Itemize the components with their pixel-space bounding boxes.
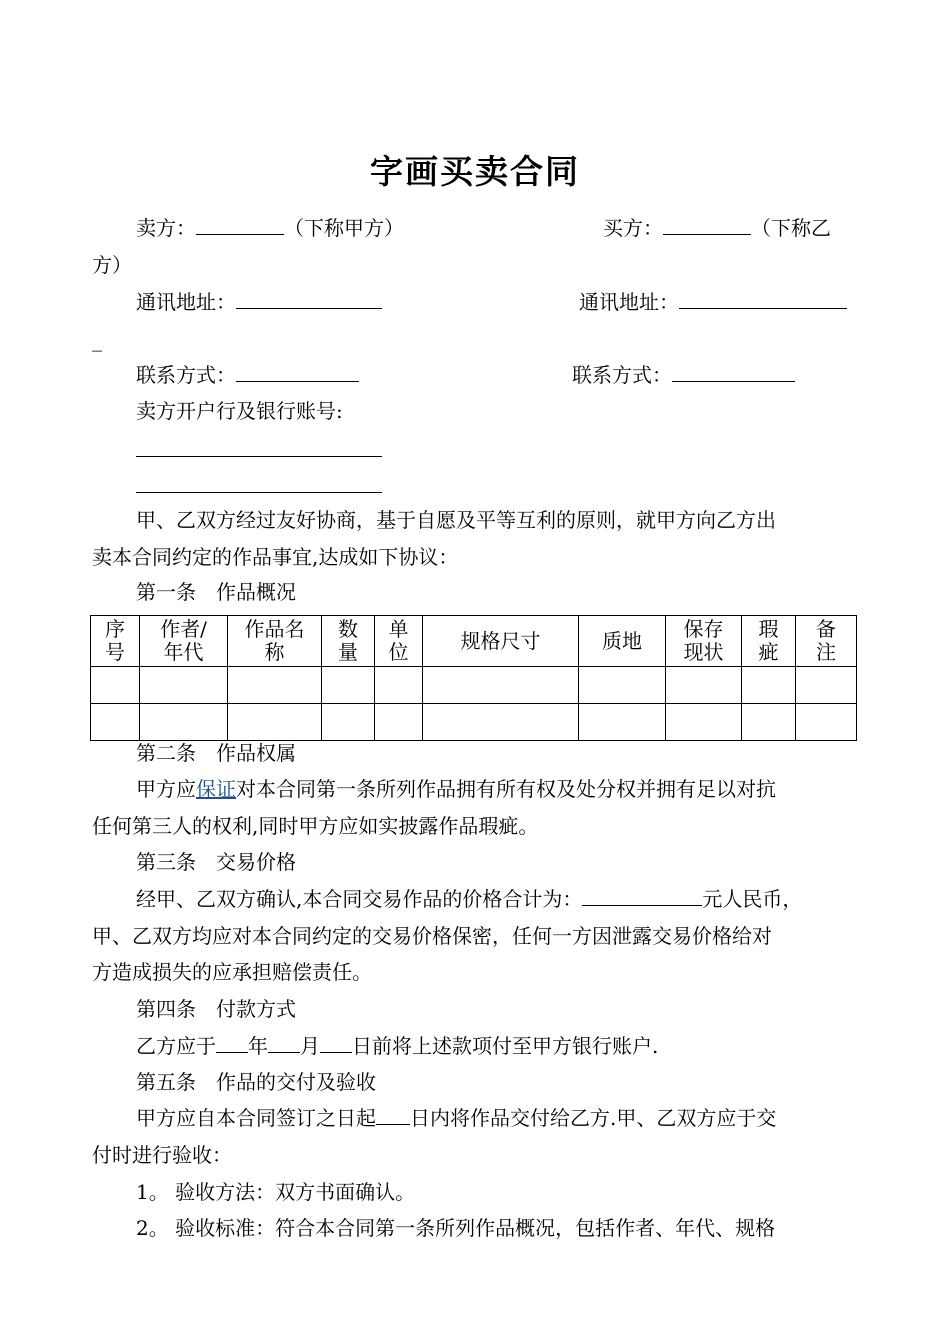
column-header-line: 称 [264, 640, 285, 664]
column-header [375, 616, 423, 667]
table-cell[interactable] [228, 667, 322, 704]
seller-address-blank[interactable] [236, 291, 382, 309]
price-blank[interactable] [582, 888, 702, 906]
bank-label: 卖方开户行及银行账号: [136, 399, 343, 423]
article-5-text: 日内将作品交付给乙方.甲、乙双方应于交 [410, 1106, 777, 1130]
table-cell[interactable] [228, 704, 322, 741]
column-header-line: 注 [816, 640, 836, 664]
buyer-suffix: （下称乙 [751, 216, 831, 240]
seller-contact-line [136, 363, 359, 387]
table-cell[interactable] [91, 667, 140, 704]
column-header-line: 位 [388, 640, 409, 664]
table-cell[interactable] [796, 667, 857, 704]
column-header [228, 616, 322, 667]
works-table-header [91, 616, 857, 667]
table-cell[interactable] [742, 667, 796, 704]
month-label: 月 [300, 1034, 320, 1058]
seller-label: 卖方： [136, 216, 196, 240]
column-header-line: 数 [338, 617, 358, 641]
buyer-address-label: 通讯地址： [579, 290, 679, 314]
seller-name-blank[interactable] [196, 217, 284, 235]
table-cell[interactable] [375, 667, 423, 704]
column-header-line: 疵 [758, 640, 779, 664]
acceptance-item-2: 2。 验收标准：符合本合同第一条所列作品概况，包括作者、年代、规格 [136, 1216, 776, 1240]
buyer-contact-label: 联系方式： [572, 363, 672, 387]
column-header-line: 瑕 [758, 617, 779, 641]
buyer-label: 买方： [603, 216, 663, 240]
seller-contact-label: 联系方式： [136, 363, 236, 387]
table-cell[interactable] [140, 667, 228, 704]
column-header [742, 616, 796, 667]
guarantee-link[interactable]: 保证 [196, 777, 236, 801]
table-cell[interactable] [322, 704, 375, 741]
table-cell[interactable] [579, 667, 666, 704]
table-cell[interactable] [140, 704, 228, 741]
payment-month-blank[interactable] [268, 1035, 300, 1053]
seller-suffix: （下称甲方） [284, 216, 404, 240]
intro-line-2: 卖本合同约定的作品事宜,达成如下协议： [92, 545, 459, 569]
article-1-heading: 第一条 作品概况 [136, 580, 296, 604]
article-2-text: 对本合同第一条所列作品拥有所有权及处分权并拥有足以对抗 [236, 777, 776, 801]
article-4-text: 乙方应于 [136, 1034, 216, 1058]
buyer-suffix-wrap: 方） [92, 253, 132, 277]
article-3-line-1 [136, 887, 802, 911]
column-header-line: 现状 [683, 640, 724, 664]
bank-name-blank[interactable] [136, 456, 382, 457]
seller-contact-blank[interactable] [236, 364, 359, 382]
table-row [91, 667, 857, 704]
column-header-line: 号 [105, 640, 125, 664]
article-5-heading: 第五条 作品的交付及验收 [136, 1070, 376, 1094]
buyer-address-line [579, 290, 847, 314]
article-2-line-2: 任何第三人的权利,同时甲方应如实披露作品瑕疵。 [92, 814, 539, 838]
column-header [579, 616, 666, 667]
buyer-name-blank[interactable] [663, 217, 751, 235]
page-title: 字画买卖合同 [370, 152, 580, 191]
works-table [90, 615, 857, 741]
buyer-address-blank[interactable] [679, 291, 847, 309]
acceptance-item-1: 1。 验收方法：双方书面确认。 [136, 1180, 416, 1204]
payment-year-blank[interactable] [216, 1035, 248, 1053]
article-2-text: 甲方应 [136, 777, 196, 801]
seller-address-label: 通讯地址： [136, 290, 236, 314]
article-3-line-3: 方造成损失的应承担赔偿责任。 [92, 960, 372, 984]
column-header [91, 616, 140, 667]
article-3-heading: 第三条 交易价格 [136, 850, 296, 874]
buyer-address-wrap: _ [92, 328, 102, 352]
column-header [423, 616, 579, 667]
article-5-line-2: 付时进行验收： [92, 1143, 232, 1167]
article-3-line-2: 甲、乙双方均应对本合同约定的交易价格保密，任何一方因泄露交易价格给对 [92, 924, 772, 948]
table-cell[interactable] [322, 667, 375, 704]
article-4-line [136, 1034, 658, 1058]
table-cell[interactable] [666, 704, 742, 741]
seller-line [136, 216, 404, 240]
table-cell[interactable] [375, 704, 423, 741]
table-cell[interactable] [666, 667, 742, 704]
column-header-line: 序 [105, 617, 125, 641]
buyer-contact-line [572, 363, 795, 387]
buyer-contact-blank[interactable] [672, 364, 795, 382]
column-header-line: 作品名 [244, 617, 305, 641]
article-5-text: 甲方应自本合同签订之日起 [136, 1106, 376, 1130]
column-header-line: 规格尺寸 [460, 628, 541, 653]
article-3-text: 经甲、乙双方确认,本合同交易作品的价格合计为： [136, 887, 583, 911]
column-header [666, 616, 742, 667]
payment-day-blank[interactable] [320, 1035, 352, 1053]
table-cell[interactable] [742, 704, 796, 741]
column-header-line: 备 [816, 617, 836, 641]
table-cell[interactable] [579, 704, 666, 741]
year-label: 年 [248, 1034, 268, 1058]
article-5-line-1 [136, 1106, 776, 1130]
article-4-heading: 第四条 付款方式 [136, 997, 296, 1021]
bank-account-blank[interactable] [136, 492, 382, 493]
intro-line-1: 甲、乙双方经过友好协商，基于自愿及平等互利的原则，就甲方向乙方出 [136, 508, 776, 532]
article-4-text: 日前将上述款项付至甲方银行账户. [352, 1034, 659, 1058]
column-header [322, 616, 375, 667]
column-header-line: 保存 [683, 617, 724, 641]
buyer-line [603, 216, 831, 240]
column-header [140, 616, 228, 667]
column-header-line: 质地 [602, 628, 642, 653]
table-cell[interactable] [91, 704, 140, 741]
table-cell[interactable] [423, 704, 579, 741]
article-2-heading: 第二条 作品权属 [136, 741, 296, 765]
column-header [796, 616, 857, 667]
table-cell[interactable] [796, 704, 857, 741]
column-header-line: 量 [338, 640, 358, 664]
column-header-line: 单 [388, 617, 409, 641]
column-header-line: 作者/ [160, 617, 207, 641]
table-cell[interactable] [423, 667, 579, 704]
column-header-line: 年代 [163, 640, 204, 664]
article-3-text: 元人民币， [702, 887, 803, 911]
seller-address-line [136, 290, 382, 314]
delivery-days-blank[interactable] [376, 1107, 410, 1125]
article-2-line-1 [136, 777, 776, 801]
table-row [91, 704, 857, 741]
